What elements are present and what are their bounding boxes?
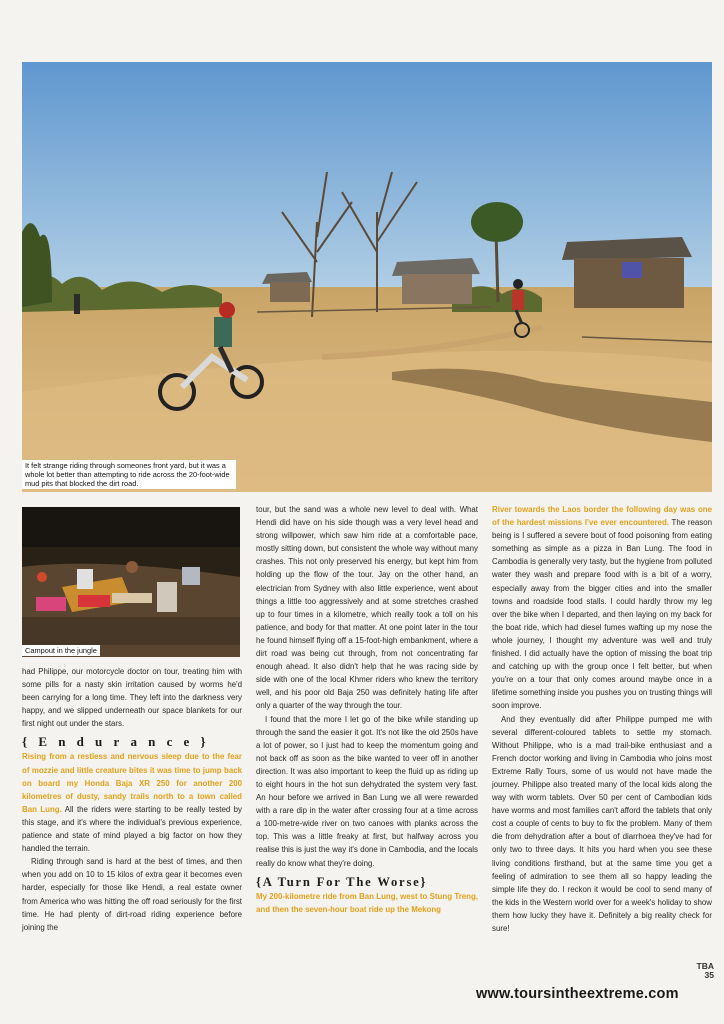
paragraph: And they eventually did after Philippe pumped me with several different-coloured tablets to settle my stomach. Without Philippe, who is a mad trail-bike enthusiast and a French doctor working and living in Cambodia who joins most Extreme Rally Tours, some of us would not have made the journey. Philippe also treated many of the local kids along the way with worm tablets. Over 50 per cent of Cambodian kids have worms and most families can't afford the tablets that only cost a couple of cents to buy to fix the problem. Many of them die from dehydration after a bout of diarrhoea they've had for only two to three days. It hits you hard when you see these living conditions firsthand, but at the same time you get a feeling of admiration to see them all so happy leading the simple life they do. I reckon it would be cool to send many of the kids in the Western world over for a week's holiday to show them how lucky they have it. Definitely a big reality check for sure!	[492, 714, 712, 933]
website-url: www.toursintheextreme.com	[476, 986, 679, 1002]
paragraph: had Philippe, our motorcycle doctor on tour, treating him with some pills for a nasty skin irritation caused by worms he'd been carrying for a long time. They left into the darkness very happy, and we slipped underneath our space blankets for our first night out under the stars.	[22, 667, 242, 729]
section-heading-turn-for-the-worse: {A Turn For The Worse}	[256, 874, 428, 889]
paragraph	[492, 503, 712, 713]
dirt-road-scene-image	[22, 62, 712, 492]
paragraph-text: The reason being is I suffered a severe bout of food poisoning from eating something as simple as a pizza in Ban Lung. The food in Cambodia is generally very tasty, but the hygiene from polluted water they wash and prepare food with is a bit of a worry, especially away from the bigger cities and into the smaller towns and roadside food stalls. I could hardly throw my leg over the bike when I departed, and then laying on my back for the boat ride, which had diesel fumes wafting up my nose the whole journey, I thought my adventure was well and truly finished. I did actually have the option of missing the boat trip and catching up with the group once I felt better, but when you're on a tour that only comes around maybe once in a lifetime something inside you pushes you on trusting things will soon improve.	[492, 518, 712, 711]
paragraph	[22, 750, 242, 855]
highlight-text: My 200-kilometre ride from Ban Lung, west to Stung Treng, and then the seven-hour boat ride up the Mekong	[256, 891, 478, 914]
page-number: 35	[704, 970, 714, 980]
paragraph: tour, but the sand was a whole new level to deal with. What Hendi did have on his side though was a very level head and strong willpower, which saw him ride at a comfortable pace, mostly sitting down, but consistent the whole way without many crashes. This not only preserved his energy, but kept him from holding up the flow of the tour. Jay on the other hand, an electrician from Sydney with also little experience, went about things a little too aggressively and at some stretches crashed up to four times in a kilometre, which really took a toll on his patience, and body for that matter. At one point later in the tour he found himself flying off a 15-foot-high embankment, where a dirt road was being cut through, from not concentrating far enough ahead. It also didn't help that he was racing side by side with one of the local Khmer riders who knew the territory well, and his poor old Baja 250 was definitely hating life after only a quarter of the way through the tour.	[256, 505, 478, 711]
paragraph-text: All the riders were starting to be really tested by this stage, and it's where the individual's previous experience, patience and state of mind played a big factor on how they handled the terrain.	[22, 804, 242, 854]
text-column-3	[492, 503, 712, 935]
magazine-abbrev: TBA	[696, 961, 714, 971]
section-heading-endurance: {Endurance}	[22, 734, 217, 750]
campout-photo-caption: Campout in the jungle	[22, 645, 100, 656]
paragraph: Riding through sand is hard at the best of times, and then when you add on 10 to 15 kilos of extra gear it becomes even harder, especially for those like Hendi, a real estate owner from America who was hitting the off road seriously for the first time. He had plenty of dirt-road riding experience before joining the	[22, 857, 242, 932]
highlight-text: Rising from a restless and nervous sleep due to the fear of mozzie and little creature bites it was time to jump back on board my Honda Baja XR 250 for another 200 kilometres of dusty, sandy trails north to a town called Ban Lung.	[22, 752, 242, 814]
campout-scene-image	[22, 507, 240, 657]
page-folio	[697, 962, 714, 980]
hero-photo-caption: It felt strange riding through someones front yard, but it was a whole lot better than attempting to ride across the 20-foot-wide mud pits that blocked the dirt road.	[22, 460, 236, 489]
text-column-1	[22, 665, 242, 934]
paragraph	[256, 890, 478, 916]
highlight-text: River towards the Laos border the following day was one of the hardest missions I've ever encountered.	[492, 505, 712, 528]
hero-photo	[22, 62, 712, 492]
paragraph: I found that the more I let go of the bike while standing up through the sand the easier it got. It's not like the old 250s have a lot of power, so I just had to keep the momentum going and not back off as soon as the bike wanted to veer off in another direction. It was also important to keep the fluid up as riding up to eight hours in the hot sun dehydrated the system very fast. An hour before we arrived in Ban Lung we all were rewarded with a rare dip in the water after crossing four at a time across a 100-metre-wide river on two canoes with planks across the top. This was a little freaky at first, but halfway across you realise this is just the way it's done in Cambodia, and the locals really do know what they're doing.	[256, 714, 478, 868]
text-column-2	[256, 503, 478, 916]
campout-photo	[22, 507, 240, 657]
